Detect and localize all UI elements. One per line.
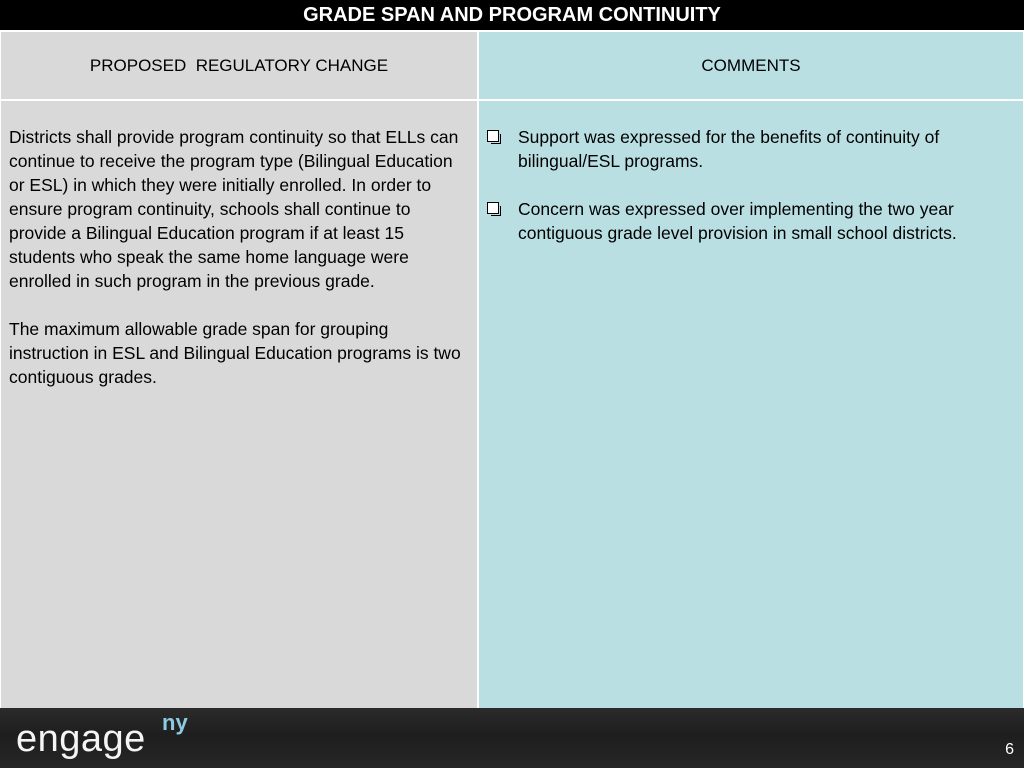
proposed-change-paragraph: Districts shall provide program continuity so that ELLs can continue to receive the program type (Bilingual Education or ESL) in which they were initially enrolled. In order to ensure program continuity, schools shall continue to provide a Bilingual Education program if at least 15 students who speak the same home language were enrolled in such program in the previous grade.	[9, 127, 459, 291]
comment-item	[487, 125, 1017, 173]
checkbox-bullet-icon	[487, 130, 499, 142]
page-number: 6	[1005, 741, 1014, 758]
proposed-change-paragraph: The maximum allowable grade span for grouping instruction in ESL and Bilingual Education programs is two contiguous grades.	[9, 319, 461, 387]
proposed-change-cell	[1, 101, 477, 710]
column-header-comments: COMMENTS	[479, 32, 1023, 99]
content-table	[0, 30, 1024, 710]
logo-superscript: ny	[162, 710, 188, 735]
checkbox-bullet-icon	[487, 202, 499, 214]
slide-title: GRADE SPAN AND PROGRAM CONTINUITY	[0, 0, 1024, 30]
comment-text: Concern was expressed over implementing the two year contiguous grade level provision in small school districts.	[518, 199, 957, 243]
comments-cell	[479, 101, 1023, 710]
slide-footer	[0, 708, 1024, 768]
comment-text: Support was expressed for the benefits of continuity of bilingual/ESL programs.	[518, 127, 940, 171]
logo-wordmark: engage	[16, 718, 146, 760]
column-header-proposed-change: PROPOSED REGULATORY CHANGE	[1, 32, 477, 99]
comment-item	[487, 197, 1017, 245]
